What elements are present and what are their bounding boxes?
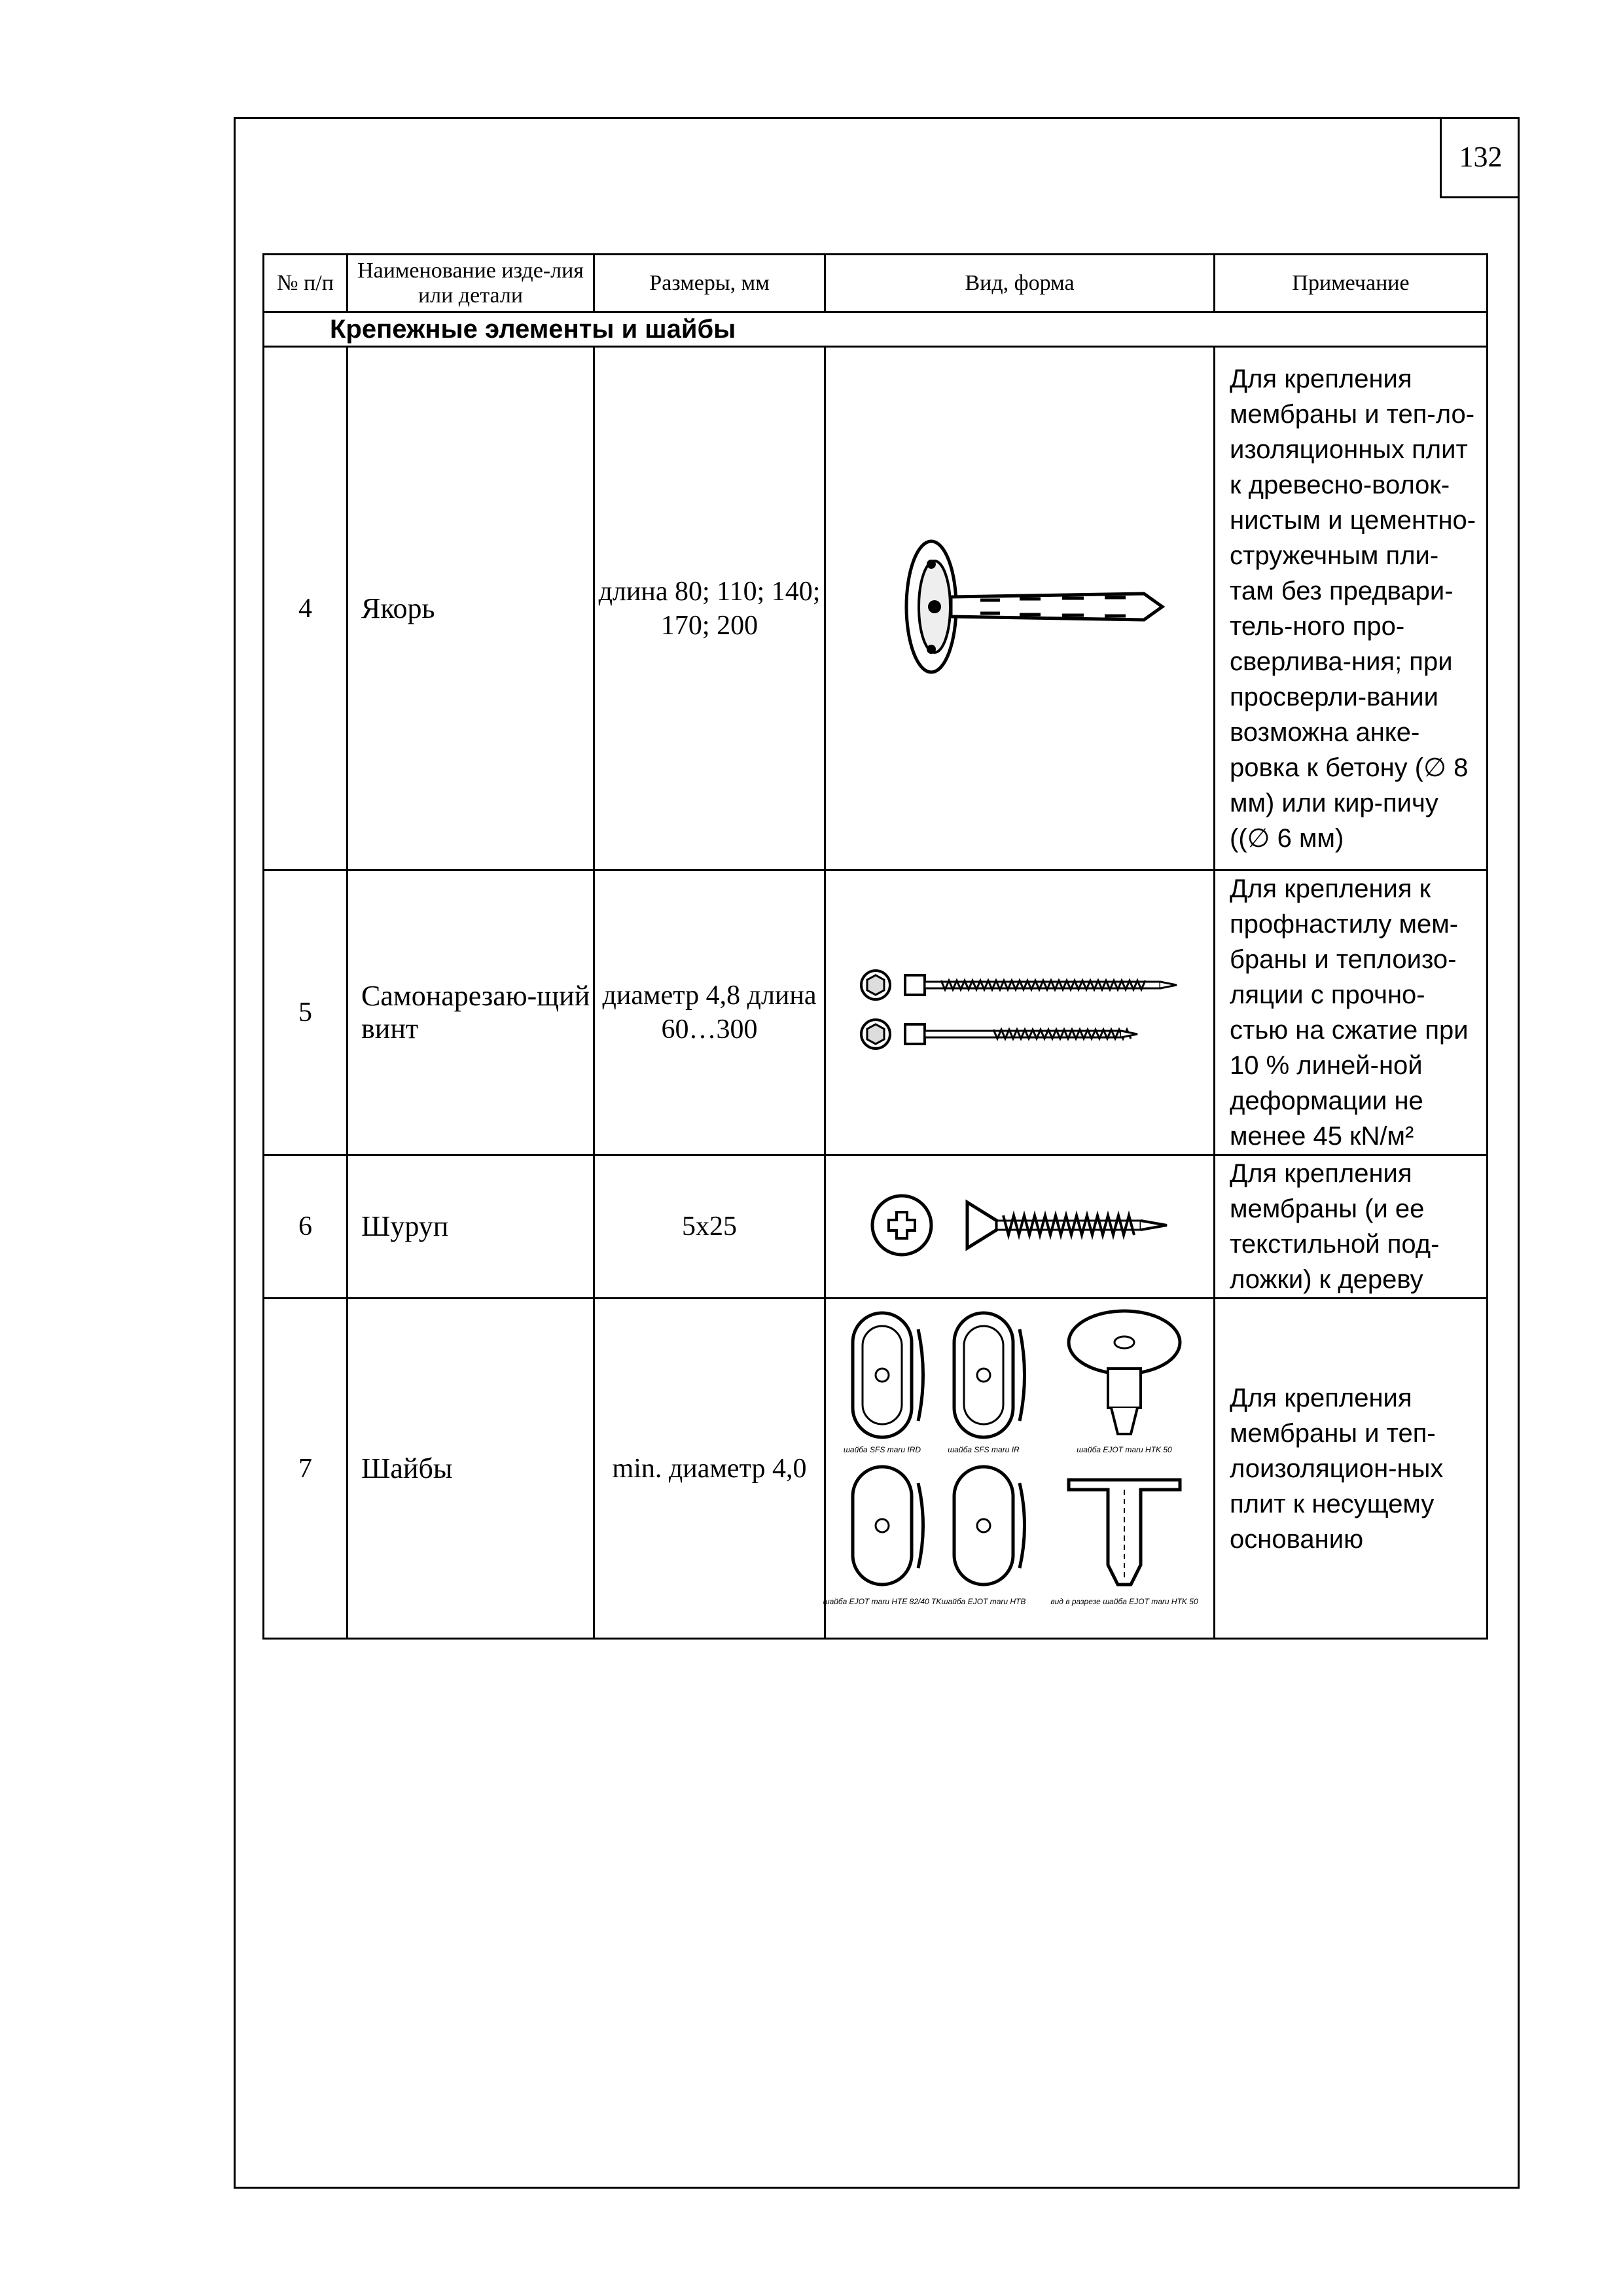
washers-icon	[823, 1303, 1203, 1630]
row-note: Для крепления мембраны (и ее текстильной под-ложки) к дереву	[1215, 1155, 1488, 1299]
header-note: Примечание	[1215, 255, 1488, 312]
row-num: 4	[264, 347, 348, 870]
table-row	[264, 347, 1488, 870]
page-number: 132	[1440, 117, 1520, 198]
table-row	[264, 1299, 1488, 1639]
row-size: диаметр 4,8 длина 60…300	[594, 870, 825, 1155]
row-num: 7	[264, 1299, 348, 1639]
washer-caption: шайба EJOT marи HTK 50	[1077, 1445, 1172, 1454]
anchor-icon	[869, 535, 1170, 679]
header-name: Наименование изде-лия или детали	[348, 255, 594, 312]
table-row	[264, 1155, 1488, 1299]
fasteners-table	[262, 253, 1488, 1640]
row-num: 5	[264, 870, 348, 1155]
washer-caption: шайба SFS marи IRD	[843, 1445, 921, 1454]
header-shape: Вид, форма	[825, 255, 1215, 312]
table-header-row	[264, 255, 1488, 312]
washer-caption: шайба EJOT marи HTB	[941, 1597, 1026, 1606]
header-num: № п/п	[264, 255, 348, 312]
header-size: Размеры, мм	[594, 255, 825, 312]
self-tapping-screw-illustration	[825, 870, 1215, 1155]
row-note: Для крепления мембраны и теп-ло-изоляционных плит к древесно-волок-нистым и цементно-стружечным пли-там без предвари-тель-ного про-сверлива-ния; при просверли-вании возможна анке-ровка к бетону (∅ 8 мм) или кир-пичу ((∅ 6 мм)	[1215, 347, 1488, 870]
section-title: Крепежные элементы и шайбы	[264, 312, 1488, 347]
row-name: Шуруп	[348, 1155, 594, 1299]
washer-caption: шайба EJOT marи HTE 82/40 TK	[823, 1597, 942, 1606]
row-num: 6	[264, 1155, 348, 1299]
anchor-illustration	[825, 347, 1215, 870]
row-size: min. диаметр 4,0	[594, 1299, 825, 1639]
washer-caption: вид в разрезе шайба EJOT marи HTK 50	[1050, 1597, 1198, 1606]
row-note: Для крепления к профнастилу мем-браны и теплоизо-ляции с прочно-стью на сжатие при 10 % линей-ной деформации не менее 45 кN/м²	[1215, 870, 1488, 1155]
row-name: Якорь	[348, 347, 594, 870]
self-tapping-screw-icon	[856, 956, 1183, 1067]
wood-screw-illustration	[825, 1155, 1215, 1299]
row-note: Для крепления мембраны и теп-лоизоляцион-ных плит к несущему основанию	[1215, 1299, 1488, 1639]
row-name: Шайбы	[348, 1299, 594, 1639]
row-size: 5х25	[594, 1155, 825, 1299]
washer-caption: шайба SFS marи IR	[948, 1445, 1020, 1454]
washers-illustration	[825, 1299, 1215, 1639]
section-row	[264, 312, 1488, 347]
row-name: Самонарезаю-щий винт	[348, 870, 594, 1155]
row-size: длина 80; 110; 140; 170; 200	[594, 347, 825, 870]
table-row	[264, 870, 1488, 1155]
wood-screw-icon	[856, 1183, 1183, 1268]
